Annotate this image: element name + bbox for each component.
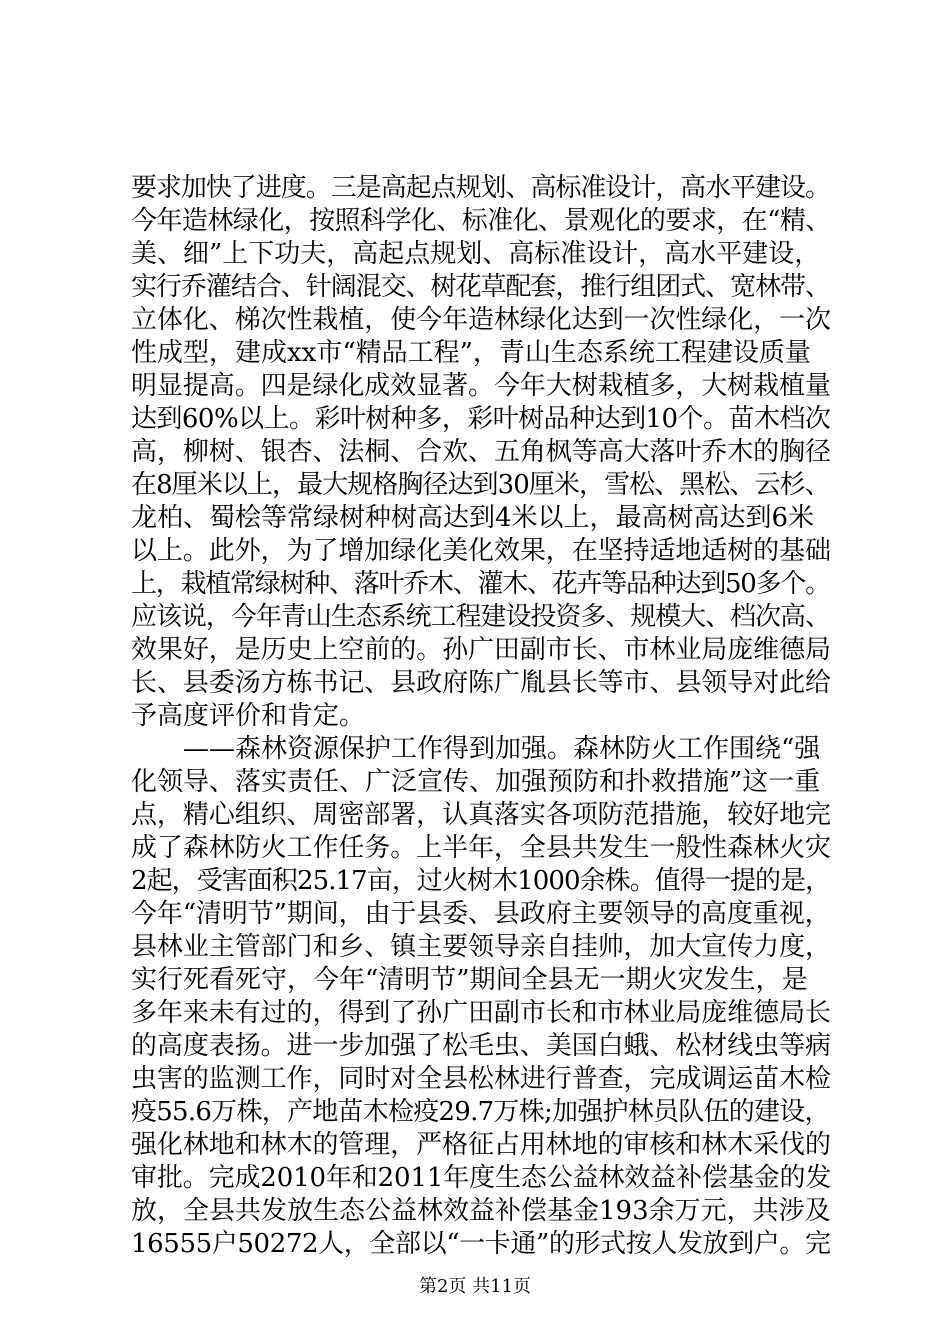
body-line: 的高度表扬。进一步加强了松毛虫、美国白蛾、松材线虫等病 (131, 1031, 831, 1061)
body-line: 2起，受害面积25.17亩，过火树木1000余株。值得一提的是， (131, 866, 831, 896)
body-line: 县林业主管部门和乡、镇主要领导亲自挂帅，加大宣传力度， (131, 932, 831, 962)
body-line: 今年“清明节”期间，由于县委、县政府主要领导的高度重视， (131, 899, 831, 929)
body-line: 应该说，今年青山生态系统工程建设投资多、规模大、档次高、 (131, 602, 830, 632)
body-line: 性成型，建成xx市“精品工程”，青山生态系统工程建设质量 (131, 338, 811, 368)
body-line: 放，全县共发放生态公益林效益补偿基金193余万元，共涉及 (131, 1196, 831, 1226)
body-line: 化领导、落实责任、广泛宣传、加强预防和扑救措施”这一重 (131, 767, 821, 797)
body-line: 效果好，是历史上空前的。孙广田副市长、市林业局庞维德局 (131, 635, 831, 665)
body-line: 成了森林防火工作任务。上半年，全县共发生一般性森林火灾 (131, 833, 831, 863)
document-body (131, 172, 831, 1261)
body-line: ——森林资源保护工作得到加强。森林防火工作围绕“强 (131, 734, 821, 764)
body-line: 明显提高。四是绿化成效显著。今年大树栽植多，大树栽植量 (131, 371, 831, 401)
body-line: 立体化、梯次性栽植，使今年造林绿化达到一次性绿化，一次 (131, 305, 831, 335)
body-line: 上，栽植常绿树种、落叶乔木、灌木、花卉等品种达到50多个。 (131, 569, 830, 599)
body-line: 高，柳树、银杏、法桐、合欢、五角枫等高大落叶乔木的胸径 (131, 437, 831, 467)
body-line: 多年来未有过的，得到了孙广田副市长和市林业局庞维德局长 (131, 998, 831, 1028)
body-line: 强化林地和林木的管理，严格征占用林地的审核和林木采伐的 (131, 1130, 831, 1160)
body-line: 在8厘米以上，最大规格胸径达到30厘米，雪松、黑松、云杉、 (131, 470, 830, 500)
body-line: 长、县委汤方栋书记、县政府陈广胤县长等市、县领导对此给 (131, 668, 831, 698)
body-line: 点，精心组织、周密部署，认真落实各项防范措施，较好地完 (131, 800, 831, 830)
body-line: 以上。此外，为了增加绿化美化效果，在坚持适地适树的基础 (131, 536, 831, 566)
body-line: 美、细”上下功夫，高起点规划、高标准设计，高水平建设， (131, 239, 821, 269)
body-line: 予高度评价和肯定。 (131, 701, 366, 731)
page-number-footer: 第2页 共11页 (418, 1276, 532, 1297)
body-line: 疫55.6万株，产地苗木检疫29.7万株;加强护林员队伍的建设， (131, 1097, 830, 1127)
body-line: 要求加快了进度。三是高起点规划、高标准设计，高水平建设。 (131, 173, 830, 203)
body-line: 龙柏、蜀桧等常绿树种树高达到4米以上，最高树高达到6米 (131, 503, 815, 533)
body-line: 虫害的监测工作，同时对全县松林进行普查，完成调运苗木检 (131, 1064, 831, 1094)
body-line: 达到60%以上。彩叶树种多，彩叶树品种达到10个。苗木档次 (131, 404, 831, 434)
body-line: 今年造林绿化，按照科学化、标准化、景观化的要求，在“精、 (131, 206, 831, 236)
body-line: 审批。完成2010年和2011年度生态公益林效益补偿基金的发 (131, 1163, 832, 1193)
body-line: 实行乔灌结合、针阔混交、树花草配套，推行组团式、宽林带、 (131, 272, 830, 302)
body-line: 16555户50272人，全部以“一卡通”的形式按人发放到户。完 (131, 1229, 831, 1259)
body-line: 实行死看死守，今年“清明节”期间全县无一期火灾发生，是 (131, 965, 808, 995)
